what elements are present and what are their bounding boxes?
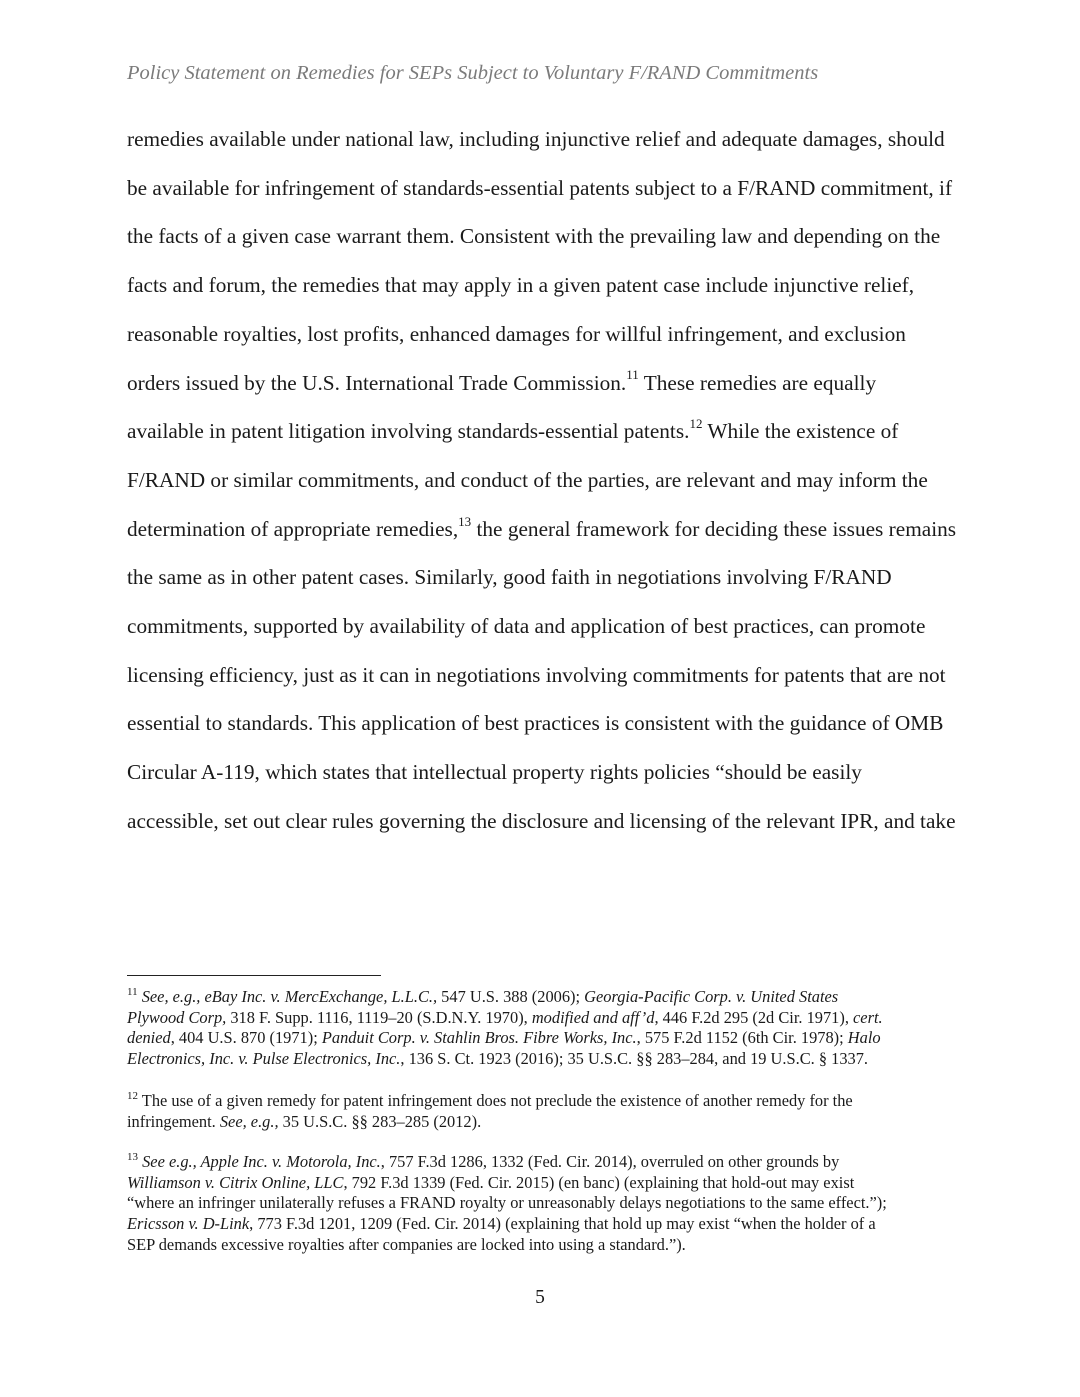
body-line	[127, 322, 906, 347]
body-line	[127, 367, 877, 396]
text-segment: modified and aff’d	[531, 1008, 655, 1027]
footnote-reference: 12	[127, 1089, 138, 1102]
text-segment: , 446 F.2d 295 (2d Cir. 1971),	[654, 1008, 854, 1027]
text-segment: , 773 F.3d 1201, 1209 (Fed. Cir. 2014) (explaining that hold up may exist “when the holder of a	[249, 1214, 876, 1233]
body-line	[127, 176, 952, 201]
body-line	[127, 416, 899, 444]
text-segment: accessible, set out clear rules governing the disclosure and licensing of the relevant IPR, and take	[127, 808, 956, 833]
text-segment: available in patent litigation involving standards-essential patents.	[127, 419, 690, 444]
page-number: 5	[535, 1287, 545, 1308]
text-segment: essential to standards. This application of best practices is consistent with the guidance of OMB	[127, 711, 944, 736]
body-line	[127, 711, 943, 736]
text-segment: 318 F. Supp. 1116, 1119–20 (S.D.N.Y. 1970),	[226, 1008, 532, 1027]
text-segment: determination of appropriate remedies,	[127, 516, 459, 541]
text-segment: 547 U.S. 388 (2006);	[437, 987, 585, 1006]
footnote-line	[127, 1028, 881, 1048]
body-line	[127, 809, 956, 834]
text-segment: infringement.	[127, 1112, 220, 1131]
footnote-reference: 13	[458, 513, 472, 529]
text-segment: orders issued by the U.S. International Trade Commission.	[127, 370, 627, 395]
text-segment: See, e.g., eBay Inc. v. MercExchange, L.L.C.,	[141, 987, 438, 1006]
text-segment: licensing efficiency, just as it can in negotiations involving commitments for patents that are not	[127, 662, 946, 687]
text-segment: See e.g., Apple Inc. v. Motorola, Inc.	[142, 1152, 381, 1171]
body-line	[127, 273, 914, 298]
text-segment: Halo	[847, 1028, 881, 1047]
footnote-line	[127, 987, 838, 1007]
text-segment: facts and forum, the remedies that may apply in a given patent case include injunctive relief,	[127, 273, 915, 298]
text-segment: F/RAND or similar commitments, and conduct of the parties, are relevant and may inform the	[127, 467, 928, 492]
text-segment: , 575 F.2d 1152 (6th Cir. 1978);	[636, 1028, 848, 1047]
body-line	[127, 760, 862, 785]
body-line	[127, 513, 957, 542]
text-segment: the general framework for deciding these issues remains	[471, 516, 957, 541]
footnote-reference: 13	[127, 1150, 138, 1163]
footnote-separator	[127, 975, 381, 976]
text-segment: Electronics, Inc. v. Pulse Electronics, Inc.	[127, 1049, 401, 1068]
body-line	[127, 468, 928, 493]
footnote-line	[127, 1112, 481, 1132]
text-segment: Plywood Corp,	[127, 1008, 227, 1027]
text-segment: denied	[127, 1028, 171, 1047]
body-line	[127, 127, 945, 152]
text-segment: Georgia-Pacific Corp. v. United States	[584, 987, 839, 1006]
text-segment: Williamson v. Citrix Online, LLC	[127, 1173, 344, 1192]
text-segment: Ericsson v. D-Link	[127, 1214, 250, 1233]
body-line	[127, 224, 940, 249]
text-segment: SEP demands excessive royalties after companies are locked into using a standard.”).	[127, 1235, 686, 1254]
footnote-line	[127, 1091, 853, 1111]
footnote-line	[127, 1214, 876, 1234]
text-segment: , 757 F.3d 1286, 1332 (Fed. Cir. 2014), overruled on other grounds by	[380, 1152, 840, 1171]
body-line	[127, 663, 946, 688]
footnote-line	[127, 1049, 868, 1069]
footnote-line	[127, 1152, 839, 1172]
footnote-reference: 11	[626, 367, 639, 383]
text-segment: , 136 S. Ct. 1923 (2016); 35 U.S.C. §§ 283–284, and 19 U.S.C. § 1337.	[400, 1049, 869, 1068]
text-segment: See, e.g.,	[219, 1112, 279, 1131]
body-line	[127, 565, 892, 590]
text-segment: be available for infringement of standards-essential patents subject to a F/RAND commitment, if	[127, 175, 953, 200]
text-segment: These remedies are equally	[638, 370, 877, 395]
text-segment: commitments, supported by availability of data and application of best practices, can promote	[127, 614, 926, 638]
footnote-line	[127, 1008, 883, 1028]
text-segment: Circular A-119, which states that intellectual property rights policies “should be easily	[127, 760, 862, 785]
footnote-line	[127, 1193, 887, 1213]
text-segment: the facts of a given case warrant them. Consistent with the prevailing law and depending on the	[127, 224, 941, 249]
text-segment: , 404 U.S. 870 (1971);	[170, 1028, 322, 1047]
text-segment: reasonable royalties, lost profits, enhanced damages for willful infringement, and exclusion	[127, 321, 906, 346]
body-line	[127, 614, 925, 639]
text-segment: The use of a given remedy for patent infringement does not preclude the existence of another remedy for the	[138, 1091, 853, 1110]
text-segment: While the existence of	[702, 419, 899, 444]
footnote-line	[127, 1173, 854, 1193]
running-header: Policy Statement on Remedies for SEPs Subject to Voluntary F/RAND Commitments	[127, 62, 819, 84]
text-segment: cert.	[853, 1008, 883, 1027]
text-segment: remedies available under national law, including injunctive relief and adequate damages, should	[127, 127, 945, 151]
footnote-reference: 11	[127, 985, 138, 998]
text-segment: Panduit Corp. v. Stahlin Bros. Fibre Works, Inc.	[321, 1028, 637, 1047]
text-segment: “where an infringer unilaterally refuses a FRAND royalty or unreasonably delays negotiations to the same effect.”);	[127, 1193, 887, 1212]
footnote-line	[127, 1235, 686, 1255]
text-segment: the same as in other patent cases. Similarly, good faith in negotiations involving F/RAND	[127, 565, 892, 590]
text-segment: , 792 F.3d 1339 (Fed. Cir. 2015) (en banc) (explaining that hold-out may exist	[343, 1173, 855, 1192]
text-segment: 35 U.S.C. §§ 283–285 (2012).	[278, 1112, 482, 1131]
footnote-reference: 12	[689, 416, 703, 432]
